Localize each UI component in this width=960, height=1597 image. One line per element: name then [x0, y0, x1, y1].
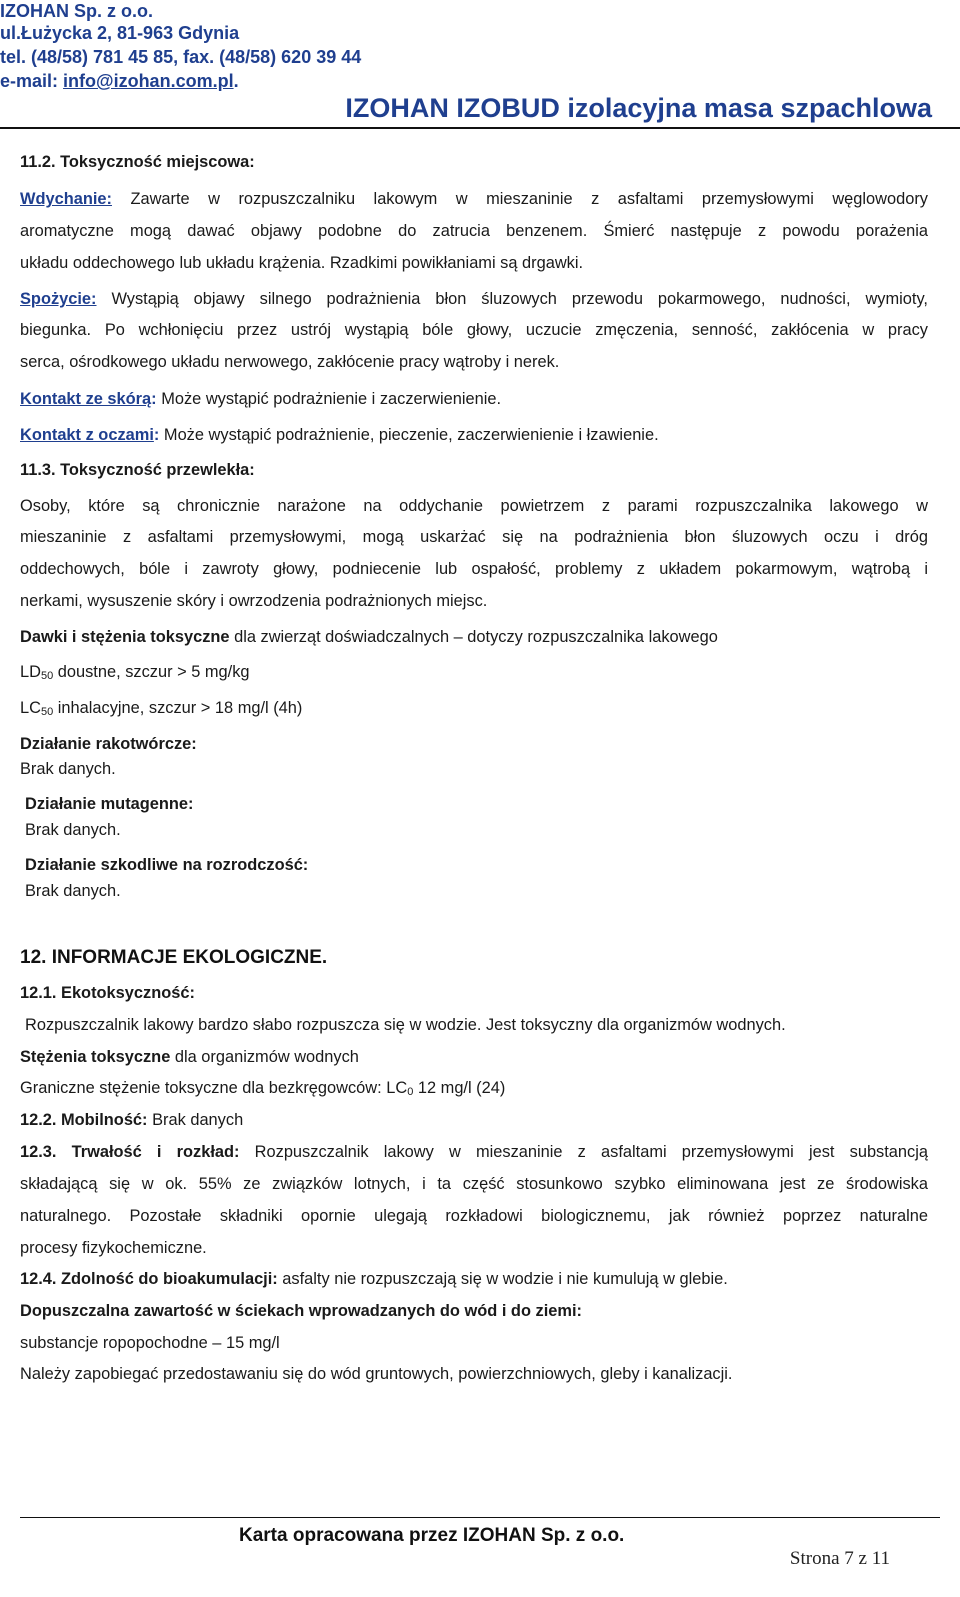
mobility-line — [20, 1110, 243, 1130]
lc50-subscript: 50 — [40, 706, 54, 718]
product-title: IZOHAN IZOBUD izolacyjna masa szpachlowa — [345, 93, 932, 123]
bioaccumulation-text: asfalty nie rozpuszczają się w wodzie i nie kumulują w glebie. — [277, 1270, 728, 1288]
inhalation-text-1: Zawarte w rozpuszczalniku lakowym w mieszaninie z asfaltami przemysłowymi węglowodory — [130, 190, 928, 208]
carcinogenic-heading: Działanie rakotwórcze: — [20, 735, 197, 753]
persistence-line-4: procesy fizykochemiczne. — [20, 1239, 207, 1257]
toxic-doses-label: Dawki i stężenia toksyczne — [20, 628, 230, 646]
persistence-line-3: naturalnego. Pozostałe składniki opornie ulegają rozkładowi biologicznemu, jak również poprzez naturalne — [20, 1207, 928, 1225]
eye-contact-colon: : — [153, 426, 160, 444]
lc50-prefix: LC — [20, 699, 41, 717]
inhalation-line-3: układu oddechowego lub układu krążenia. Rzadkimi powikłaniami są drgawki. — [20, 254, 584, 272]
ld50-line — [20, 662, 250, 686]
footer-prepared-by: Karta opracowana przez IZOHAN Sp. z o.o. — [239, 1525, 625, 1546]
eye-contact-label: Kontakt z oczami — [20, 426, 154, 444]
skin-contact-text: Może wystąpić podrażnienie i zaczerwienienie. — [156, 390, 502, 408]
toxic-concentrations-line — [20, 1047, 359, 1067]
chronic-line-2: mieszaninie z asfaltami przemysłowymi, mogą uskarżać się na podrażnienia błon śluzowych oczu i dróg — [20, 528, 928, 546]
inhalation-label: Wdychanie: — [20, 190, 112, 208]
footer-page-number: Strona 7 z 11 — [789, 1548, 890, 1569]
section-12-3-heading: 12.3. Trwałość i rozkład: — [20, 1143, 240, 1161]
section-11-2-heading: 11.2. Toksyczność miejscowa: — [20, 153, 255, 171]
section-12-2-heading: 12.2. Mobilność: — [20, 1111, 148, 1129]
email-label: e-mail: — [0, 71, 64, 91]
limit-concentration-line — [20, 1078, 505, 1102]
ingestion-text-1: Wystąpią objawy silnego podrażnienia błon śluzowych przewodu pokarmowego, nudności, wymioty, — [111, 290, 928, 308]
section-12-4-heading: 12.4. Zdolność do bioakumulacji: — [20, 1270, 278, 1288]
mutagenic-heading: Działanie mutagenne: — [25, 795, 194, 813]
ecotoxicity-text: Rozpuszczalnik lakowy bardzo słabo rozpuszcza się w wodzie. Jest toksyczny dla organizmów wodnych. — [25, 1016, 786, 1034]
inhalation-line-2: aromatyczne mogą dawać objawy podobne do zatrucia benzenem. Śmierć następuje z powodu porażenia — [20, 222, 928, 240]
section-12-heading: 12. INFORMACJE EKOLOGICZNE. — [20, 947, 328, 968]
eye-contact-text: Może wystąpić podrażnienie, pieczenie, zaczerwienienie i łzawienie. — [159, 426, 659, 444]
reproductive-value: Brak danych. — [25, 882, 121, 900]
skin-contact-label: Kontakt ze skórą — [20, 390, 152, 408]
lc50-line — [20, 698, 302, 722]
allowed-content-heading: Dopuszczalna zawartość w ściekach wprowadzanych do wód i do ziemi: — [20, 1302, 582, 1320]
ingestion-line-1 — [20, 289, 928, 309]
chronic-line-4: nerkami, wysuszenie skóry i owrzodzenia podrażnionych miejsc. — [20, 592, 488, 610]
ingestion-line-2: biegunka. Po wchłonięciu przez ustrój wystąpią bóle głowy, uczucie zmęczenia, senność, zakłócenia w pracy — [20, 321, 928, 339]
mobility-value: Brak danych — [147, 1111, 244, 1129]
inhalation-line-1 — [20, 189, 928, 209]
limit-concentration-subscript: 0 — [407, 1086, 414, 1098]
chronic-line-1: Osoby, które są chronicznie narażone na oddychanie powietrzem z parami rozpuszczalnika lakowego w — [20, 497, 928, 515]
email-suffix: . — [233, 71, 239, 91]
limit-concentration-text: 12 mg/l (24) — [413, 1079, 506, 1097]
allowed-content-value: substancje ropopochodne – 15 mg/l — [20, 1334, 280, 1352]
ingestion-line-3: serca, ośrodkowego układu nerwowego, zakłócenie pracy wątroby i nerek. — [20, 353, 560, 371]
mutagenic-value: Brak danych. — [25, 821, 121, 839]
carcinogenic-value: Brak danych. — [20, 760, 116, 778]
ld50-text: doustne, szczur > 5 mg/kg — [53, 663, 250, 681]
company-address: ul.Łużycka 2, 81-963 Gdynia — [0, 23, 240, 43]
toxic-doses-line — [20, 627, 718, 647]
company-name: IZOHAN Sp. z o.o. — [0, 1, 153, 21]
chronic-line-3: oddechowych, bóle i zawroty głowy, podniecenie lub ospałość, problemy z układem pokarmowym, wątrobą i — [20, 560, 928, 578]
skin-contact-line — [20, 389, 501, 409]
ld50-prefix: LD — [20, 663, 41, 681]
reproductive-heading: Działanie szkodliwe na rozrodczość: — [25, 856, 309, 874]
persistence-text-1: Rozpuszczalnik lakowy w mieszaninie z asfaltami przemysłowymi jest substancją — [254, 1143, 928, 1161]
ld50-subscript: 50 — [40, 670, 54, 682]
persistence-line-1 — [20, 1142, 928, 1162]
prevention-text: Należy zapobiegać przedostawaniu się do wód gruntowych, powierzchniowych, gleby i kanalizacji. — [20, 1365, 733, 1383]
header-divider — [0, 127, 960, 129]
persistence-line-2: składającą się w ok. 55% ze związków lotnych, i ta część stosunkowo szybko eliminowana jest ze środowiska — [20, 1175, 928, 1193]
toxic-concentrations-label: Stężenia toksyczne — [20, 1048, 171, 1066]
bioaccumulation-line — [20, 1269, 728, 1289]
toxic-doses-text: dla zwierząt doświadczalnych – dotyczy rozpuszczalnika lakowego — [229, 628, 718, 646]
company-phone: tel. (48/58) 781 45 85, fax. (48/58) 620 39 44 — [0, 47, 362, 67]
skin-contact-colon: : — [151, 390, 157, 408]
ingestion-label: Spożycie: — [20, 290, 97, 308]
company-email-line — [0, 70, 239, 92]
section-11-3-heading: 11.3. Toksyczność przewlekła: — [20, 461, 255, 479]
toxic-concentrations-text: dla organizmów wodnych — [170, 1048, 359, 1066]
limit-concentration-prefix: Graniczne stężenie toksyczne dla bezkręgowców: LC — [20, 1079, 408, 1097]
section-12-1-heading: 12.1. Ekotoksyczność: — [20, 984, 195, 1002]
footer-divider — [20, 1517, 940, 1518]
eye-contact-line — [20, 425, 659, 445]
lc50-text: inhalacyjne, szczur > 18 mg/l (4h) — [53, 699, 303, 717]
email-link[interactable]: info@izohan.com.pl — [63, 71, 234, 91]
